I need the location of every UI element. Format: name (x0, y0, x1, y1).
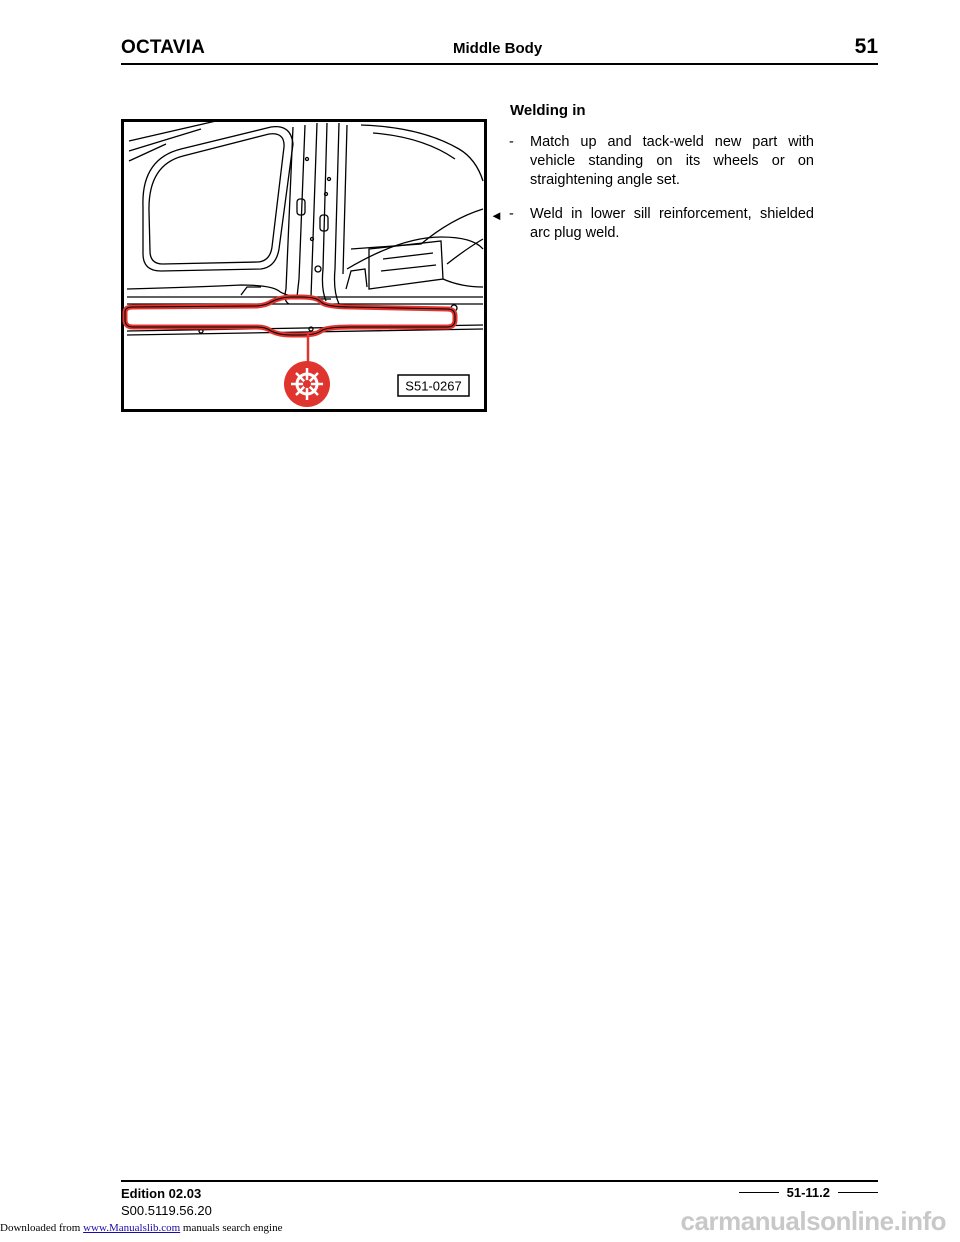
divider (838, 1192, 878, 1193)
download-notice (0, 1222, 282, 1234)
edition: Edition 02.03 (121, 1186, 202, 1201)
step-text: Weld in lower sill reinforcement, shielded arc plug weld. (530, 206, 814, 241)
figure-illustration (121, 119, 487, 412)
instructions (490, 101, 814, 258)
download-prefix: Downloaded from (0, 1222, 81, 1234)
manualslib-link[interactable]: www.Manualslib.com (83, 1222, 181, 1234)
step-dash: - (509, 134, 514, 150)
step-1 (509, 133, 814, 190)
watermark: carmanualsonline.info (680, 1206, 946, 1236)
step-2 (490, 205, 814, 243)
document-number: S00.5119.56.20 (121, 1203, 212, 1218)
section-title: Middle Body (453, 40, 543, 57)
figure-pointer-icon: ◄ (490, 208, 503, 223)
model-name: OCTAVIA (121, 37, 206, 58)
instructions-title: Welding in (510, 102, 586, 119)
chapter-number: 51 (854, 35, 878, 58)
step-text: Match up and tack-weld new part with vehicle standing on its wheels or on straightening angle set. (530, 134, 814, 188)
footer-rule (121, 1180, 878, 1182)
header-rule (121, 63, 878, 65)
figure-label: S51-0267 (405, 378, 462, 394)
divider (739, 1192, 779, 1193)
page-reference (739, 1185, 878, 1200)
page-number: 51-11.2 (786, 1185, 830, 1200)
weld-spot-icon (284, 361, 330, 407)
step-dash: - (509, 206, 514, 222)
download-suffix: manuals search engine (182, 1222, 283, 1234)
sill-reinforcement-figure (121, 119, 487, 412)
